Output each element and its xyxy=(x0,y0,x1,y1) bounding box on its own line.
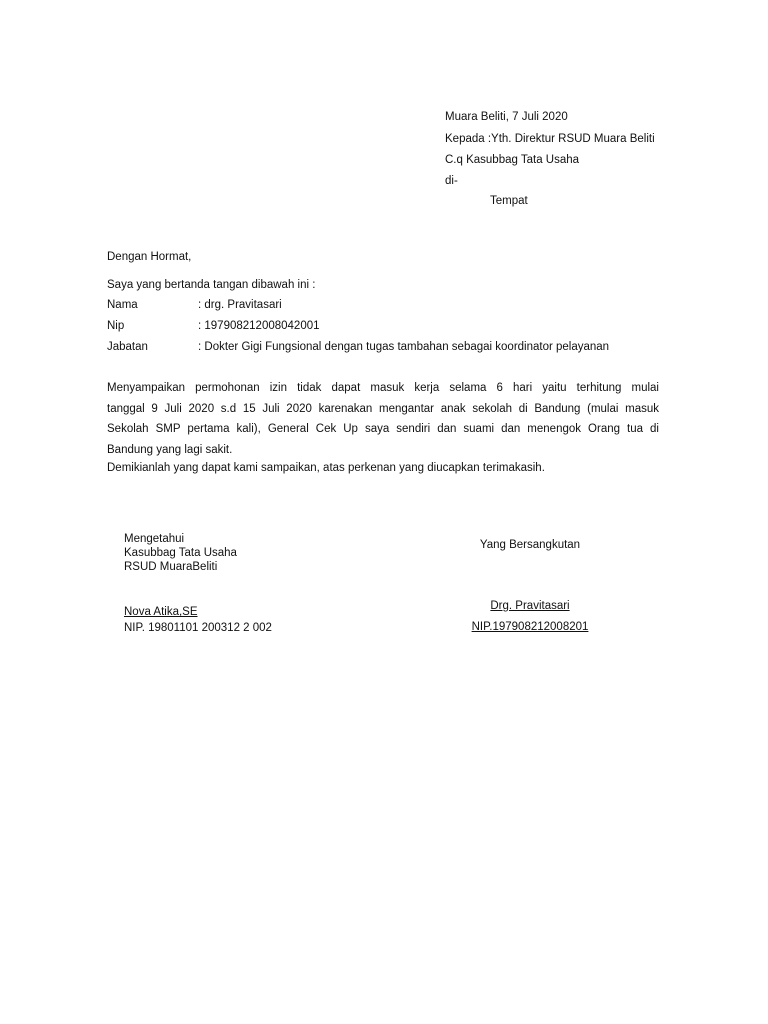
intro-text: Saya yang bertanda tangan dibawah ini : xyxy=(107,279,316,291)
identity-label-jabatan: Jabatan xyxy=(107,341,148,353)
identity-value-jabatan: : Dokter Gigi Fungsional dengan tugas tambahan sebagai koordinator pelayanan xyxy=(198,341,610,353)
sig-left-nip: NIP. 19801101 200312 2 002 xyxy=(124,622,272,634)
sig-left-institution: RSUD MuaraBeliti xyxy=(124,561,218,573)
sig-left-mengetahui: Mengetahui xyxy=(124,533,185,545)
body-line: Sekolah SMP pertama kali), General Cek Up saya sendiri dan suami dan menengok Orang tua di xyxy=(107,423,659,435)
identity-label-nip: Nip xyxy=(107,320,125,332)
tempat-line: Tempat xyxy=(490,195,528,207)
sig-right-name: Drg. Pravitasari xyxy=(490,600,570,612)
body-paragraph xyxy=(107,378,659,460)
recipient-line: Kepada :Yth. Direktur RSUD Muara Beliti xyxy=(445,133,655,145)
place-date: Muara Beliti, 7 Juli 2020 xyxy=(445,111,568,123)
di-line: di- xyxy=(445,175,458,187)
body-line: tanggal 9 Juli 2020 s.d 15 Juli 2020 karenakan mengantar anak sekolah di Bandung (mulai masuk xyxy=(107,402,659,415)
sig-right-title: Yang Bersangkutan xyxy=(479,539,581,551)
greeting: Dengan Hormat, xyxy=(107,251,192,263)
sig-left-name: Nova Atika,SE xyxy=(124,606,198,618)
identity-value-nip: : 197908212008042001 xyxy=(198,320,320,332)
cq-line: C.q Kasubbag Tata Usaha xyxy=(445,154,580,166)
sig-left-position: Kasubbag Tata Usaha xyxy=(124,547,237,559)
body-line: Bandung yang lagi sakit. xyxy=(107,443,233,456)
identity-value-nama: : drg. Pravitasari xyxy=(198,299,282,311)
body-line: Menyampaikan permohonan izin tidak dapat masuk kerja selama 6 hari yaitu terhitung mulai xyxy=(107,382,659,394)
identity-label-nama: Nama xyxy=(107,299,138,311)
sig-right-nip: NIP.197908212008201 xyxy=(471,621,589,633)
closing-text: Demikianlah yang dapat kami sampaikan, atas perkenan yang diucapkan terimakasih. xyxy=(107,462,545,474)
